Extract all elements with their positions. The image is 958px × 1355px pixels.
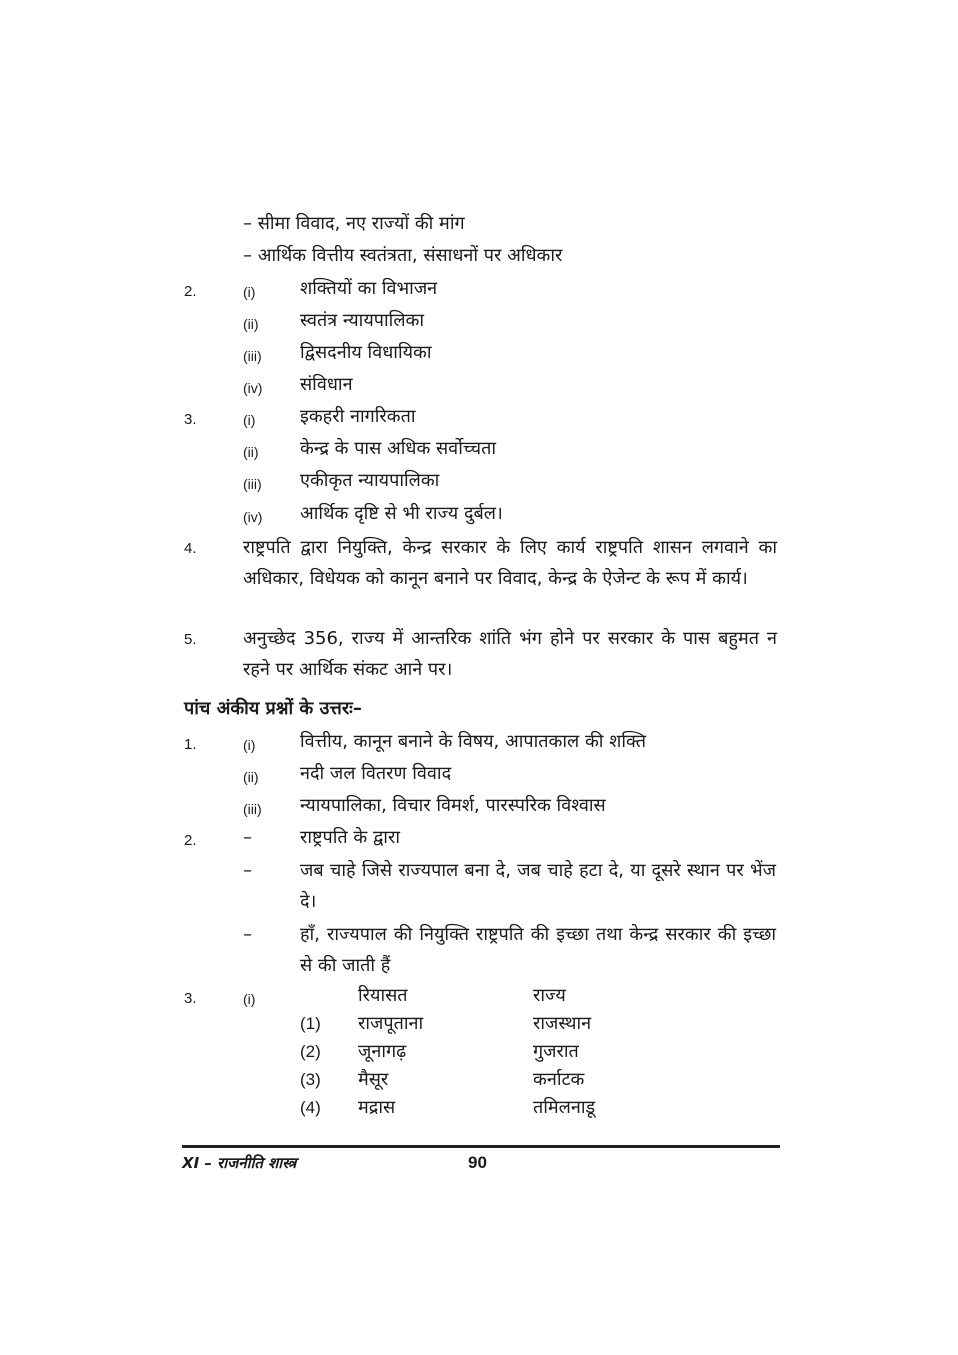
q3-item-1-roman: (i)	[243, 412, 256, 428]
s2-number: 2.	[184, 832, 197, 849]
s1-item-2-text: नदी जल वितरण विवाद	[300, 763, 452, 784]
s2-item-3-text: हाँ, राज्यपाल की नियुक्ति राष्ट्रपति की इच्छा तथा केन्द्र सरकार की इच्छा से की जाती हैं	[300, 924, 776, 976]
s3-roman: (i)	[243, 991, 256, 1007]
q5-answer: अनुच्छेद 356, राज्य में आन्तरिक शांति भंग होने पर सरकार के पास बहुमत न रहने पर आर्थिक संकट आने पर।	[243, 628, 777, 680]
q2-item-3-text: द्विसदनीय विधायिका	[300, 342, 432, 363]
table-row-1-state: राजस्थान	[533, 1013, 592, 1034]
q2-item-3-roman: (iii)	[243, 348, 262, 364]
s1-item-1-text: वित्तीय, कानून बनाने के विषय, आपातकाल की शक्ति	[300, 731, 646, 752]
q2-number: 2.	[184, 283, 197, 300]
s2-dash-1: –	[243, 827, 252, 848]
table-row-2-no: (2)	[300, 1042, 321, 1061]
table-row-3-no: (3)	[300, 1070, 321, 1089]
table-header-princely-state: रियासत	[358, 985, 408, 1006]
q3-item-1-text: इकहरी नागरिकता	[300, 406, 416, 427]
s2-item-2-text: जब चाहे जिसे राज्यपाल बना दे, जब चाहे हटा दे, या दूसरे स्थान पर भेंज दे।	[300, 860, 776, 912]
s1-number: 1.	[184, 736, 197, 753]
footer-rule	[182, 1145, 780, 1148]
q3-item-3-roman: (iii)	[243, 476, 262, 492]
q2-item-1-text: शक्तियों का विभाजन	[300, 278, 438, 299]
q4-answer: राष्ट्रपति द्वारा नियुक्ति, केन्द्र सरकार के लिए कार्य राष्ट्रपति शासन लगवाने का अधिकार, विधेयक को कानून बनाने पर विवाद, केन्द्र के ऐजेन्ट के रूप में कार्य।	[243, 537, 777, 589]
q3-item-2-text: केन्द्र के पास अधिक सर्वोच्चता	[300, 438, 496, 459]
s1-item-1-roman: (i)	[243, 737, 256, 753]
q2-item-4-roman: (iv)	[243, 380, 263, 396]
q3-item-3-text: एकीकृत न्यायपालिका	[300, 470, 440, 491]
s1-item-3-text: न्यायपालिका, विचार विमर्श, पारस्परिक विश्वास	[300, 795, 606, 816]
table-header-state: राज्य	[533, 985, 566, 1006]
s1-item-3-roman: (iii)	[243, 801, 262, 817]
table-row-3-state: कर्नाटक	[533, 1069, 585, 1090]
page-number: 90	[468, 1153, 487, 1172]
s2-dash-2: –	[243, 860, 252, 881]
q2-item-2-roman: (ii)	[243, 316, 259, 332]
table-row-2-princely-state: जूनागढ़	[358, 1041, 407, 1062]
s2-dash-3: –	[243, 924, 252, 945]
table-row-2-state: गुजरात	[533, 1041, 579, 1062]
intro-line-1: – सीमा विवाद, नए राज्यों की मांग	[243, 213, 465, 234]
table-row-4-princely-state: मद्रास	[358, 1097, 396, 1118]
s2-item-1-text: राष्ट्रपति के द्वारा	[300, 827, 400, 848]
q2-item-2-text: स्वतंत्र न्यायपालिका	[300, 310, 425, 331]
s1-item-2-roman: (ii)	[243, 769, 259, 785]
q3-number: 3.	[184, 411, 197, 428]
q4-number: 4.	[184, 540, 197, 557]
table-row-4-no: (4)	[300, 1098, 321, 1117]
s3-number: 3.	[184, 990, 197, 1007]
q2-item-1-roman: (i)	[243, 284, 256, 300]
q2-item-4-text: संविधान	[300, 374, 353, 395]
table-row-1-no: (1)	[300, 1014, 321, 1033]
table-row-1-princely-state: राजपूताना	[358, 1013, 424, 1034]
q3-item-2-roman: (ii)	[243, 444, 259, 460]
q5-number: 5.	[184, 631, 197, 648]
table-row-4-state: तमिलनाडू	[533, 1097, 596, 1118]
intro-line-2: – आर्थिक वित्तीय स्वतंत्रता, संसाधनों पर अधिकार	[243, 245, 563, 266]
section-heading: पांच अंकीय प्रश्नों के उत्तरः–	[184, 698, 362, 719]
q3-item-4-roman: (iv)	[243, 509, 263, 525]
footer-title: XI – राजनीति शास्त्र	[182, 1154, 297, 1172]
q3-item-4-text: आर्थिक दृष्टि से भी राज्य दुर्बल।	[300, 503, 503, 524]
table-row-3-princely-state: मैसूर	[358, 1069, 389, 1090]
